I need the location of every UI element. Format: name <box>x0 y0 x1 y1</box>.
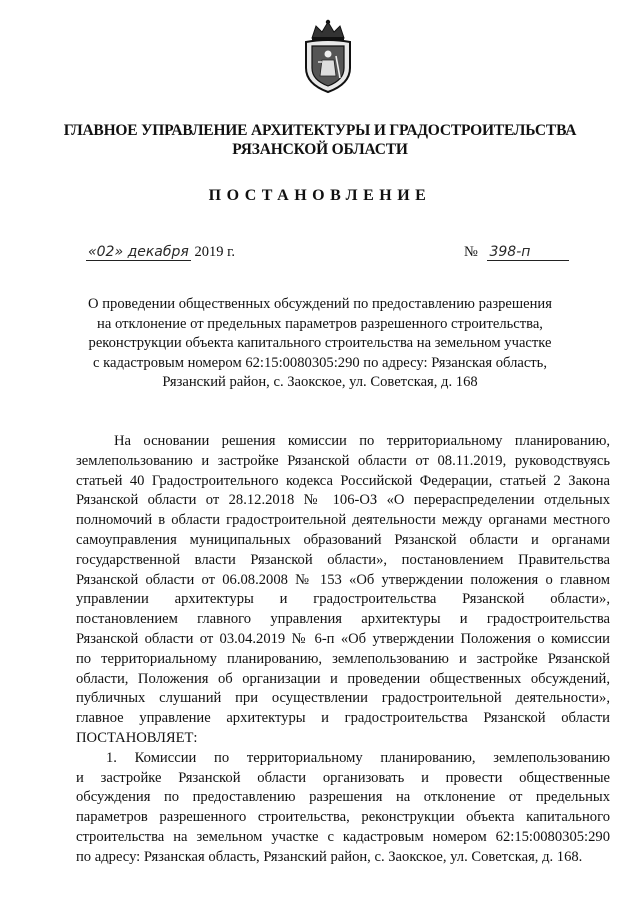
body-line: по адресу: Рязанская область, Рязанский район, с. Заокское, ул. Советская, д. 168. <box>76 848 583 865</box>
body-line: 1. Комиссии по территориальному планированию, землепользованию <box>106 749 610 766</box>
document-subject <box>60 295 580 393</box>
document-date <box>86 244 235 261</box>
body-line: параметров разрешенного строительства, реконструкции объекта капитального <box>76 809 610 826</box>
date-day: 02 <box>96 244 115 260</box>
body-line: землепользованию и застройке Рязанской области от 08.11.2019, руководствуясь <box>76 452 610 469</box>
subject-line: с кадастровым номером 62:15:0080305:290 по адресу: Рязанская область, <box>93 354 547 371</box>
subject-line: О проведении общественных обсуждений по предоставлению разрешения <box>88 296 552 312</box>
body-line: обсуждения по предоставлению разрешения на отклонение от предельных <box>76 789 610 806</box>
subject-line: на отклонение от предельных параметров разрешенного строительства, <box>97 315 543 332</box>
subject-line: Рязанский район, с. Заокское, ул. Советская, д. 168 <box>162 374 478 390</box>
body-line: самоуправления муниципальных образований Рязанской области и органами <box>76 531 610 548</box>
document-number <box>464 244 569 261</box>
number-value: 398-п <box>487 244 569 261</box>
organization-name-line1: ГЛАВНОЕ УПРАВЛЕНИЕ АРХИТЕКТУРЫ И ГРАДОСТРОИТЕЛЬСТВА <box>63 122 577 139</box>
date-open-quote: « <box>88 244 97 260</box>
body-line: полномочий в области градостроительной деятельности между органами местного <box>76 512 610 529</box>
body-line: Рязанской области от 06.08.2008 № 153 «Об утверждении положения о главном <box>76 571 610 588</box>
body-line: по территориальному планированию, землепользованию и застройке Рязанской <box>76 650 610 667</box>
date-handwritten <box>86 244 191 261</box>
body-line: На основании решения комиссии по территориальному планированию, <box>114 433 610 449</box>
subject-line: реконструкции объекта капитального строительства на земельном участке <box>88 335 552 351</box>
ryazan-coat-of-arms-icon <box>298 18 358 96</box>
organization-name-line2: РЯЗАНСКОЙ ОБЛАСТИ <box>232 141 408 158</box>
body-line: государственной власти Рязанской области», постановлением Правительства <box>76 551 610 568</box>
date-month: декабря <box>127 244 189 260</box>
date-close-quote: » <box>114 244 124 260</box>
body-line: главное управление архитектуры и градостроительства Рязанской области <box>76 710 610 727</box>
document-type-title: ПОСТАНОВЛЕНИЕ <box>208 187 432 204</box>
body-line: области, Положения об организации и проведении общественных обсуждений, <box>76 670 610 687</box>
number-sign: № <box>464 244 478 260</box>
body-line: Рязанской области от 28.12.2018 № 106-ОЗ «О перераспределении отдельных <box>76 492 610 509</box>
body-line: статьей 40 Градостроительного кодекса Российской Федерации, статьей 2 Закона <box>76 472 610 489</box>
body-line: управлении архитектуры и градостроительства Рязанской области», <box>76 591 610 608</box>
body-line: постановлением главного управления архитектуры и градостроительства <box>76 611 610 628</box>
body-line: публичных слушаний при осуществлении градостроительной деятельности», <box>76 690 610 707</box>
body-line: Рязанской области от 03.04.2019 № 6-п «Об утверждении Положения о комиссии <box>76 630 610 647</box>
body-line: и застройке Рязанской области организовать и провести общественные <box>76 769 610 786</box>
body-line-resolves: ПОСТАНОВЛЯЕТ: <box>76 729 198 746</box>
document-body <box>76 432 610 868</box>
body-line: строительства на земельном участке с кадастровым номером 62:15:0080305:290 <box>76 828 610 845</box>
date-year: 2019 г. <box>194 244 236 260</box>
